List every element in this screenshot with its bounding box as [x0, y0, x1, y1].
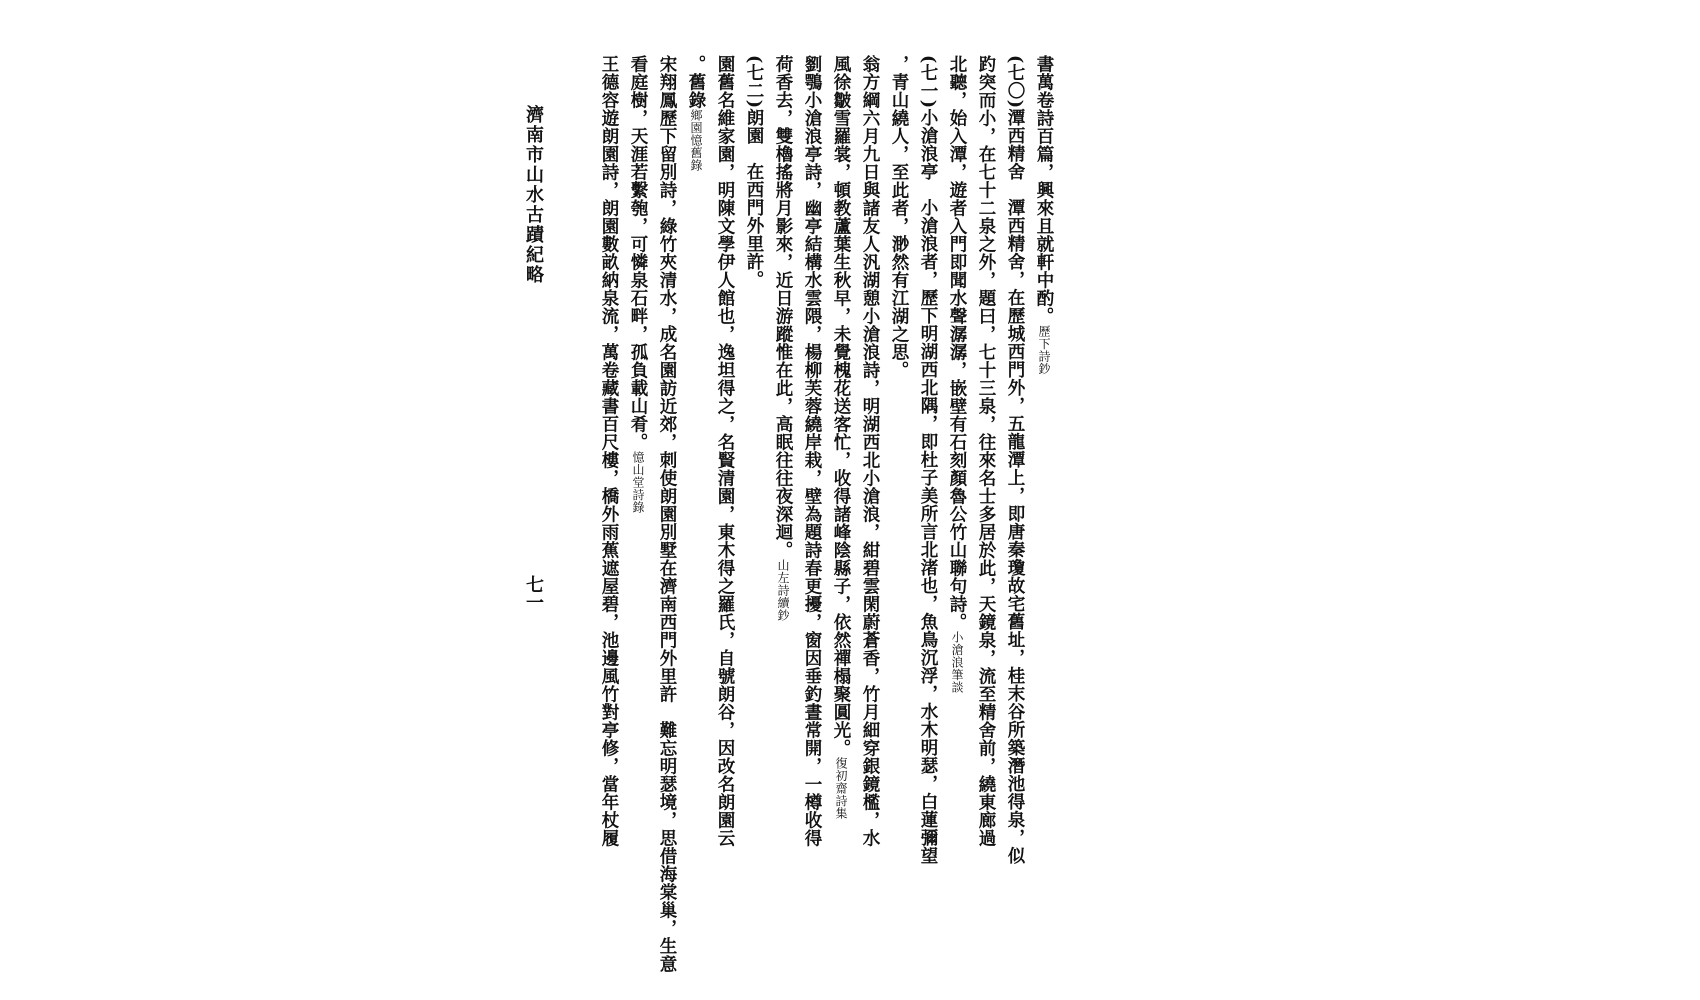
text-column-12: 園舊名維家園，明陳文學伊人館也，逸坦得之，名賢清園，東木得之羅氏，自號朗谷，因改名朗園云 [715, 55, 735, 847]
text-column-11: (七二)朗園 在西門外里許。 [744, 55, 764, 289]
source-note: 鄉園憶舊錄 [689, 109, 703, 172]
running-footer: 濟南市山水古蹟紀略 [523, 105, 544, 285]
text-column-14: 宋翔鳳歷下留別詩，綠竹夾清水，成名園訪近郊，刺使朗園別墅在濟南西門外里許 難忘明瑟境，思借海棠巢，生意 [657, 55, 677, 973]
source-note: 憶山堂詩錄 [631, 451, 645, 514]
text-column-16: 王德容遊朗園詩，朗園數畝納泉流，萬卷藏書百尺樓，橋外雨蕉遮屋碧，池邊風竹對亭修，當年杖履 [599, 55, 619, 847]
text-column-5: (七一)小滄浪亭 小滄浪者，歷下明湖西北隅，即杜子美所言北渚也，魚鳥沉浮，水木明瑟，白蓮彌望 [918, 55, 938, 865]
source-note: 歷下詩鈔 [1037, 325, 1051, 375]
text-column-13: 。舊錄鄉園憶舊錄 [686, 55, 706, 172]
source-note: 山左詩續鈔 [776, 559, 790, 622]
source-note: 復初齋詩集 [834, 757, 848, 820]
text-column-3: 趵突而小，在七十二泉之外，題曰，七十三泉，往來名士多居於此，天鏡泉，流至精舍前，繞東廊過 [976, 55, 996, 847]
text-column-10: 荷香去，雙櫓搖將月影來，近日游蹤惟在此，高眠往往夜深迴。山左詩續鈔 [773, 55, 793, 622]
text-column-15: 看庭樹，天涯若繫匏，可憐泉石畔，孤負載山肴。憶山堂詩錄 [628, 55, 648, 514]
text-column-1: 書萬卷詩百篇，興來且就軒中酌。歷下詩鈔 [1034, 55, 1054, 375]
text-column-7: 翁方綱六月九日與諸友人汎湖憩小滄浪詩，明湖西北小滄浪，紺碧雲閑蔚蒼香，竹月細穿銀鏡檻，水 [860, 55, 880, 847]
text-column-8: 風徐皺雪羅裳，頓教蘆葉生秋早，未覺槐花送客忙，收得諸峰陰縣子，依然禪榻聚圓光。復初齋詩集 [831, 55, 851, 820]
book-page [555, 55, 1055, 973]
text-column-9: 劉鶚小滄浪亭詩，幽亭結構水雲隈，楊柳芙蓉繞岸栽，壁為題詩春更擾，窗因垂釣晝常開，一樽收得 [802, 55, 822, 847]
text-column-4: 北聽，始入潭，遊者入門即聞水聲潺潺，嵌壁有石刻顏魯公竹山聯句詩。小滄浪筆談 [947, 55, 967, 694]
source-note: 小滄浪筆談 [950, 631, 964, 694]
text-column-6: ，青山繞人，至此者，渺然有江湖之思。 [889, 55, 909, 379]
page-number: 七一 [523, 575, 544, 611]
text-column-2: (七〇)潭西精舍 潭西精舍，在歷城西門外，五龍潭上，即唐秦瓊故宅舊址，桂末谷所築潛池得泉，似 [1005, 55, 1025, 865]
